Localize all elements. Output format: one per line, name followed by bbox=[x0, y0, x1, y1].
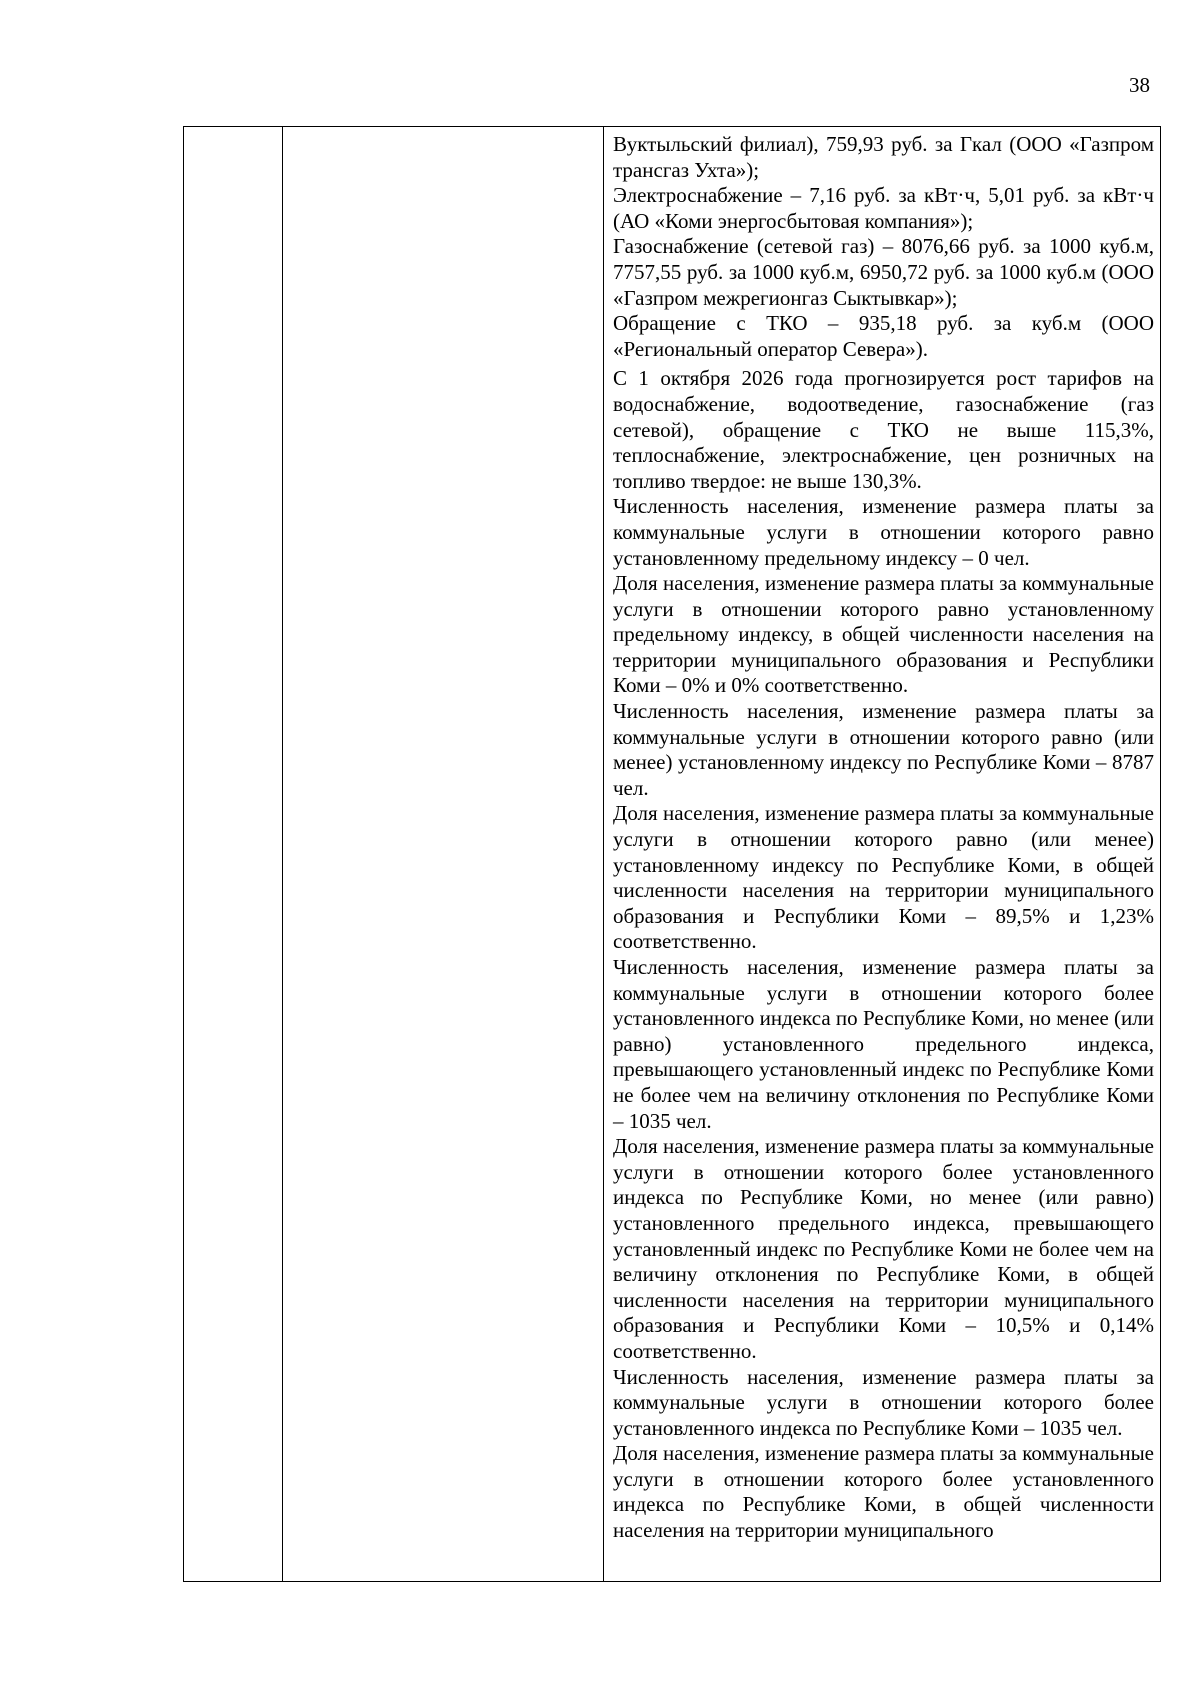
document-table bbox=[183, 126, 1161, 1582]
paragraph-share-below-index: Доля населения, изменение размера платы за коммунальные услуги в отношении которого равно (или менее) установленному индексу по Республике Коми, в общей численности населения на территории муниципального образования и Республики Коми – 89,5% и 1,23% соответственно. bbox=[613, 801, 1154, 954]
paragraph-gas-tariff: Газоснабжение (сетевой газ) – 8076,66 руб. за 1000 куб.м, 7757,55 руб. за 1000 куб.м, 6950,72 руб. за 1000 куб.м (ООО «Газпром межрегионгаз Сыктывкар»); bbox=[613, 234, 1154, 310]
paragraph-population-limit-index: Численность населения, изменение размера платы за коммунальные услуги в отношении которого равно установленному предельному индексу – 0 чел. bbox=[613, 494, 1154, 570]
paragraph-waste-tariff: Обращение с ТКО – 935,18 руб. за куб.м (ООО «Региональный оператор Севера»). bbox=[613, 311, 1154, 361]
column-divider-2 bbox=[603, 127, 604, 1581]
page-number: 38 bbox=[1129, 73, 1150, 97]
paragraph-share-limit-index: Доля населения, изменение размера платы за коммунальные услуги в отношении которого равно установленному предельному индексу, в общей численности населения на территории муниципального образования и Республики Коми – 0% и 0% соответственно. bbox=[613, 571, 1154, 698]
paragraph-heat-tariff: Вуктыльский филиал), 759,93 руб. за Гкал (ООО «Газпром трансгаз Ухта»); bbox=[613, 132, 1154, 182]
paragraph-population-within-deviation: Численность населения, изменение размера платы за коммунальные услуги в отношении которого более установленного индекса по Республике Коми, но менее (или равно) установленного предельного индекса, превышающего установленный индекс по Республике Коми не более чем на величину отклонения по Республике Коми – 1035 чел. bbox=[613, 955, 1154, 1133]
paragraph-share-within-deviation: Доля населения, изменение размера платы за коммунальные услуги в отношении которого более установленного индекса по Республике Коми, но менее (или равно) установленного предельного индекса, превышающего установленный индекс по Республике Коми не более чем на величину отклонения по Республике Коми, в общей численности населения на территории муниципального образования и Республики Коми – 10,5% и 0,14% соответственно. bbox=[613, 1134, 1154, 1363]
table-cell-description bbox=[613, 132, 1154, 1544]
paragraph-population-above-index: Численность населения, изменение размера платы за коммунальные услуги в отношении которого более установленного индекса по Республике Коми – 1035 чел. bbox=[613, 1364, 1154, 1440]
paragraph-tariff-forecast: С 1 октября 2026 года прогнозируется рост тарифов на водоснабжение, водоотведение, газоснабжение (газ сетевой), обращение с ТКО не выше 115,3%, теплоснабжение, электроснабжение, цен розничных на топливо твердое: не выше 130,3%. bbox=[613, 366, 1154, 493]
paragraph-share-above-index: Доля населения, изменение размера платы за коммунальные услуги в отношении которого более установленного индекса по Республике Коми, в общей численности населения на территории муниципального bbox=[613, 1441, 1154, 1543]
paragraph-population-below-index: Численность населения, изменение размера платы за коммунальные услуги в отношении которого равно (или менее) установленному индексу по Республике Коми – 8787 чел. bbox=[613, 699, 1154, 800]
column-divider-1 bbox=[282, 127, 283, 1581]
paragraph-electricity-tariff: Электроснабжение – 7,16 руб. за кВт·ч, 5,01 руб. за кВт·ч (АО «Коми энергосбытовая компания»); bbox=[613, 183, 1154, 233]
